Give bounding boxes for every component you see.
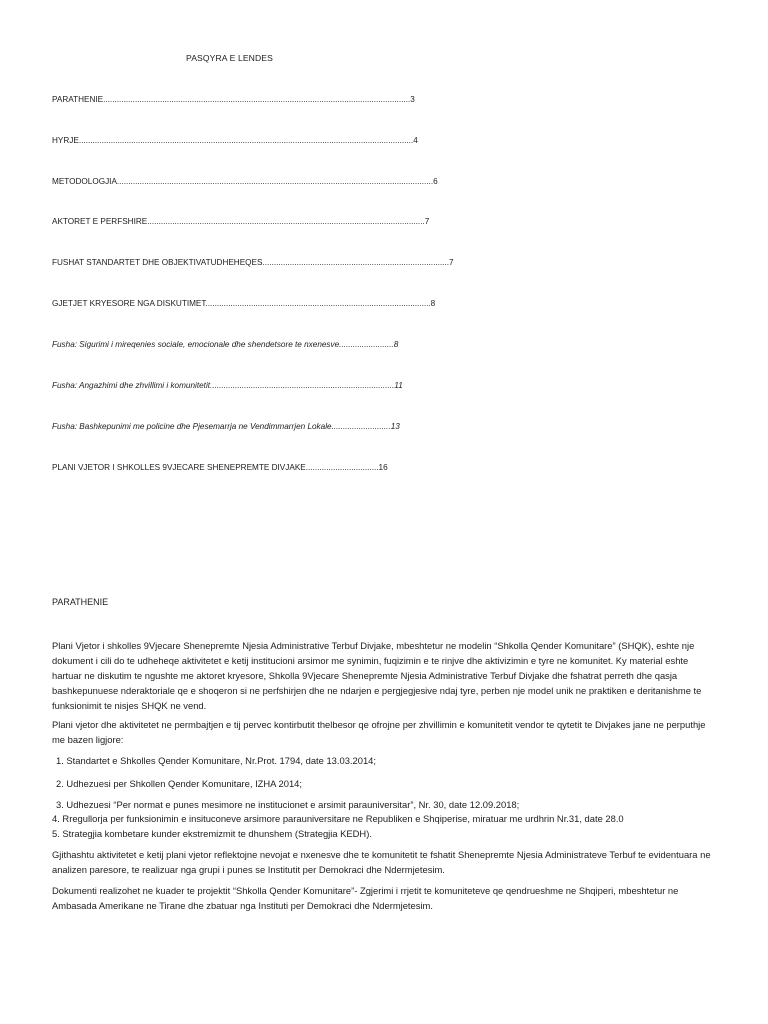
paragraph-needs: Gjithashtu aktivitetet e ketij plani vjetor reflektojne nevojat e nxenesve dhe te komunitetit te fshatit Shenepremte Njesia Administrateve Terbuf te evidentuara ne analizen paresore, te realizuar nga grupi i punes se Institutit per Demokraci dhe Ndermjetesim. [52,849,711,875]
toc-entry-gjetjet: GJETJET KRYESORE NGA DISKUTIMET...................................................................................................8 [52,299,436,308]
list-item: 2. Udhezuesi per Shkollen Qender Komunitare, IZHA 2014; [56,778,302,789]
toc-entry-parathenie: PARATHENIE.......................................................................................................................................3 [52,95,415,104]
paragraph-intro: Plani Vjetor i shkolles 9Vjecare Shenepremte Njesia Administrative Terbuf Divjake, mbeshtetur ne modelin “Shkolla Qender Komunitare” (SHQK), eshte nje dokument i cili do te udheheqe aktivitetet e ketij institucioni arsimor me synimin, fuqizimin e te rinjve dhe aktivizimin e tyre ne komunitet. Ky material eshte hartuar ne diskutim te ngushte me aktoret kryesore, Shkolla 9Vjecare Shenepremte Njesia Administrative Terbuf Divjake dhe fshatrat perreth dhe qasja bashkepunuese nderaktoriale qe e shoqeron si ne perfshirjen dhe ne ndarjen e pergjegjesive ndaj tyre, perben nje model unik ne praktiken e deritanishme te funksionimit te nisjes SHQK ne vend. [52,640,702,711]
toc-entry-plani-vjetor: PLANI VJETOR I SHKOLLES 9VJECARE SHENEPREMTE DIVJAKE................................16 [52,463,388,472]
list-item: 1. Standartet e Shkolles Qender Komunitare, Nr.Prot. 1794, date 13.03.2014; [56,755,376,766]
list-item: 4. Rregullorja per funksionimin e insituconeve arsimore parauniversitare ne Republiken e Shqiperise, miratuar me urdhrin Nr.31, date 28.0 [52,813,624,824]
section-heading: PARATHENIE [52,597,109,607]
toc-entry-fusha-angazhimi: Fusha: Angazhimi dhe zhvillimi i komunitetit.................................................................................11 [52,381,403,390]
toc-entry-aktoret: AKTORET E PERFSHIRE..........................................................................................................................7 [52,217,430,226]
list-item: 3. Udhezuesi “Per normat e punes mesimore ne institucionet e arsimit parauniversitar”, Nr. 30, date 12.09.2018; [56,799,520,810]
toc-entry-fushat: FUSHAT STANDARTET DHE OBJEKTIVATUDHEHEQES..................................................................................7 [52,258,454,267]
list-item: 5. Strategjia kombetare kunder ekstremizmit te dhunshem (Strategjia KEDH). [52,828,372,839]
toc-entry-fusha-bashkepunimi: Fusha: Bashkepunimi me policine dhe Pjesemarrja ne Vendimmarrjen Lokale..........................13 [52,422,400,431]
toc-entry-fusha-sigurimi: Fusha: Sigurimi i mireqenies sociale, emocionale dhe shendetsore te nxenesve........................8 [52,340,399,349]
paragraph-legal-basis: Plani vjetor dhe aktivitetet ne permbajtjen e tij pervec kontirbutit thelbesor qe ofrojne per zhvillimin e komunitetit vendor te qytetit te Divjakes jane ne perputhje me bazen ligjore: [52,719,706,745]
toc-entry-metodologjia: METODOLOGJIA...........................................................................................................................................6 [52,177,438,186]
toc-entry-hyrje: HYRJE...................................................................................................................................................4 [52,136,418,145]
toc-title: PASQYRA E LENDES [186,53,273,63]
paragraph-project: Dokumenti realizohet ne kuader te projektit “Shkolla Qender Komunitare”- Zgjerimi i rrjetit te komuniteteve qe qendrueshme ne Shqiperi, mbeshtetur ne Ambasada Amerikane ne Tirane dhe zbatuar nga Instituti per Demokraci dhe Ndermjetesim. [52,885,679,911]
